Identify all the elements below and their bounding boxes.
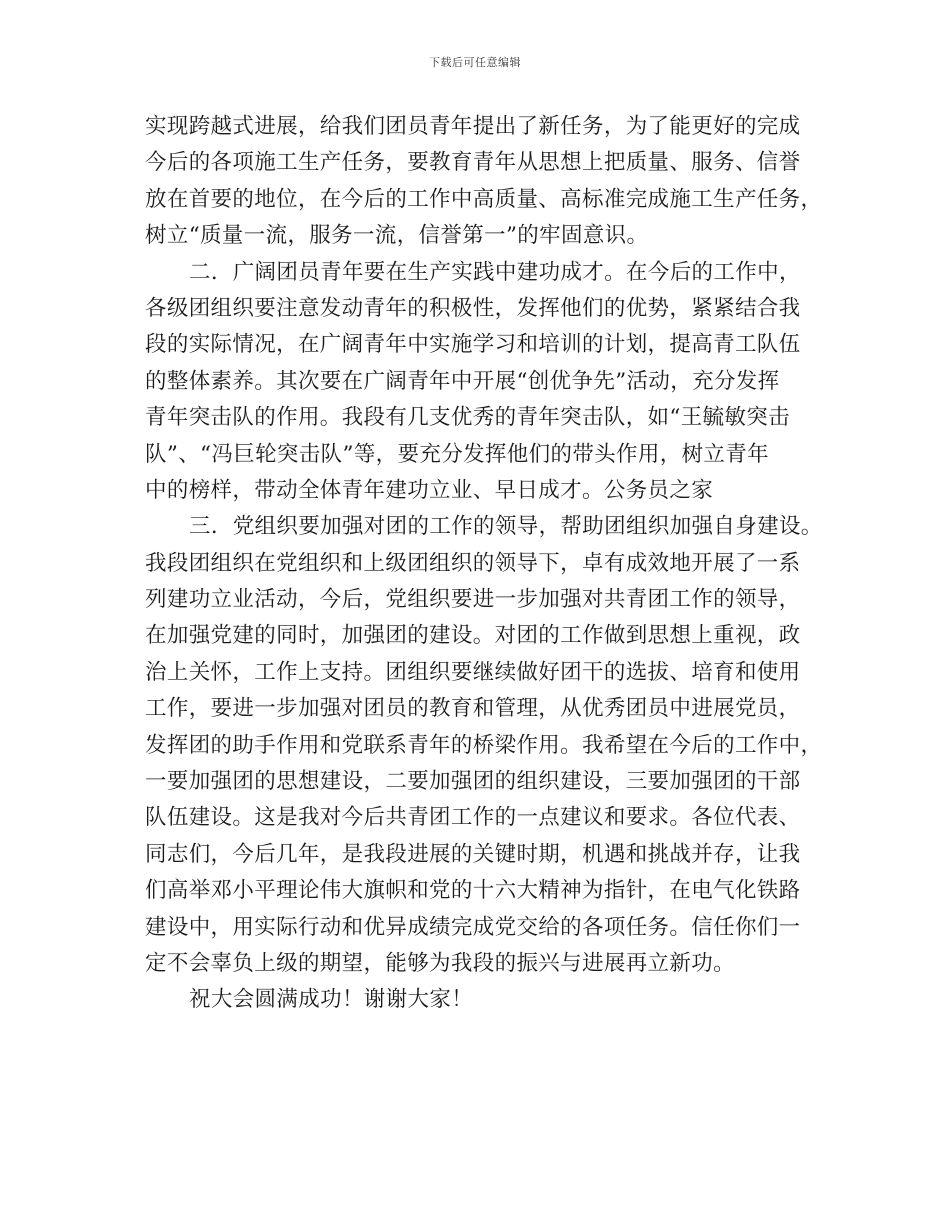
- text-line: 建设中，用实际行动和优异成绩完成党交给的各项任务。信任你们一: [145, 914, 801, 940]
- document-body: [145, 109, 825, 1019]
- text-line: 治上关怀，工作上支持。团组织要继续做好团干的选拔、培育和使用: [145, 659, 801, 685]
- text-line: 们高举邓小平理论伟大旗帜和党的十六大精神为指针，在电气化铁路: [145, 878, 801, 904]
- text-line: 中的榜样，带动全体青年建功立业、早日成才。公务员之家: [145, 477, 714, 503]
- text-line: 树立“质量一流，服务一流，信誉第一”的牢固意识。: [145, 223, 649, 249]
- text-line: 列建功立业活动，今后，党组织要进一步加强对共青团工作的领导，: [145, 587, 801, 613]
- text-line: 青年突击队的作用。我段有几支优秀的青年突击队，如“王毓敏突击: [145, 405, 790, 431]
- text-line: 各级团组织要注意发动青年的积极性，发挥他们的优势，紧紧结合我: [145, 295, 801, 321]
- text-line: 实现跨越式进展，给我们团员青年提出了新任务，为了能更好的完成: [145, 114, 801, 139]
- text-line: 我段团组织在党组织和上级团组织的领导下，卓有成效地开展了一系: [145, 550, 801, 576]
- paragraph-start-line: 二．广阔团员青年要在生产实践中建功成才。在今后的工作中，: [189, 259, 801, 285]
- text-line: 工作，要进一步加强对团员的教育和管理，从优秀团员中进展党员，: [145, 696, 801, 722]
- page-header: 下载后可任意编辑: [429, 56, 521, 69]
- text-line: 在加强党建的同时，加强团的建设。对团的工作做到思想上重视，政: [145, 623, 801, 649]
- text-line: 同志们，今后几年，是我段进展的关键时期，机遇和挑战并存，让我: [145, 841, 801, 867]
- text-line: 队伍建设。这是我对今后共青团工作的一点建议和要求。各位代表、: [145, 805, 801, 831]
- text-line: 队”、“冯巨轮突击队”等，要充分发挥他们的带头作用，树立青年: [145, 441, 769, 467]
- text-line: 今后的各项施工生产任务，要教育青年从思想上把质量、服务、信誉: [145, 150, 801, 176]
- closing-line: 祝大会圆满成功！谢谢大家！: [189, 987, 474, 1013]
- text-line: 段的实际情况，在广阔青年中实施学习和培训的计划，提高青工队伍: [145, 332, 801, 358]
- text-line: 的整体素养。其次要在广阔青年中开展“创优争先”活动，充分发挥: [145, 368, 780, 394]
- text-line: 放在首要的地位，在今后的工作中高质量、高标准完成施工生产任务，: [145, 186, 823, 212]
- paragraph-start-line: 三．党组织要加强对团的工作的领导，帮助团组织加强自身建设。: [189, 514, 823, 540]
- text-line: 一要加强团的思想建设，二要加强团的组织建设，三要加强团的干部: [145, 769, 801, 795]
- text-line: 定不会辜负上级的期望，能够为我段的振兴与进展再立新功。: [145, 950, 735, 976]
- text-line: 发挥团的助手作用和党联系青年的桥梁作用。我希望在今后的工作中，: [145, 732, 823, 758]
